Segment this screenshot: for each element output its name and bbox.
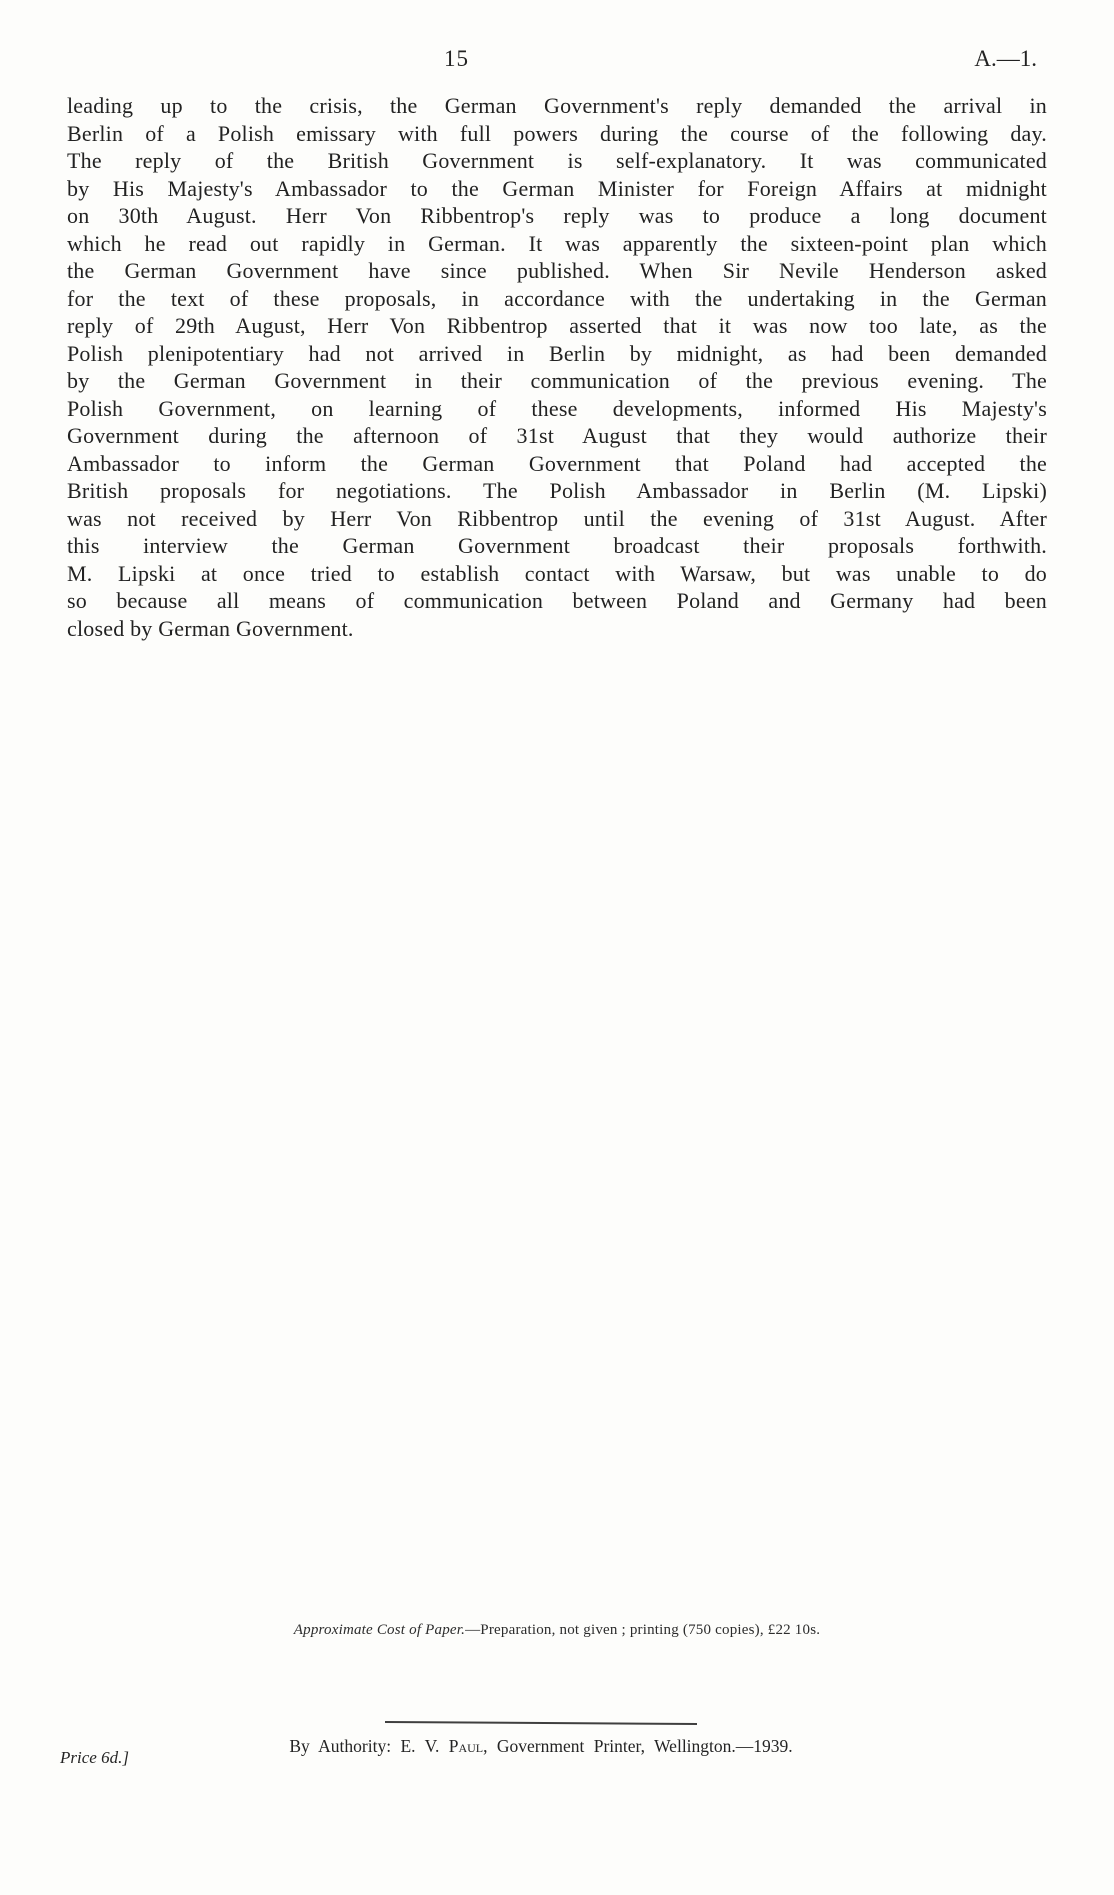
price-note: Price 6d.] (60, 1748, 129, 1767)
authority-prefix: By Authority: (289, 1736, 401, 1756)
paragraph-line: M. Lipski at once tried to establish contact with Warsaw, but was unable to do (67, 560, 1047, 586)
paragraph-line: on 30th August. Herr Von Ribbentrop's reply was to produce a long document (67, 203, 1047, 228)
cost-note-lead: Approximate Cost of Paper. (293, 1622, 466, 1638)
printer-name: E. V. Paul (400, 1736, 484, 1756)
paragraph-line: Polish plenipotentiary had not arrived in Berlin by midnight, as had been demanded (67, 340, 1047, 366)
paragraph-line: for the text of these proposals, in accordance with the undertaking in the German (67, 285, 1047, 311)
paragraph-line: reply of 29th August, Herr Von Ribbentrop asserted that it was now too late, as the (67, 313, 1047, 338)
page-number: 15 (444, 46, 469, 71)
footer-divider (385, 1721, 697, 1725)
paragraph-line: by His Majesty's Ambassador to the German Minister for Foreign Affairs at midnight (67, 175, 1047, 201)
paragraph-line: Government during the afternoon of 31st August that they would authorize their (67, 423, 1047, 448)
paragraph-line: The reply of the British Government is self-explanatory. It was communicated (67, 148, 1047, 173)
paragraph-line: this interview the German Government broadcast their proposals forthwith. (67, 533, 1047, 558)
cost-note-rest: —Preparation, not given ; printing (750 copies), £22 10s. (465, 1622, 821, 1638)
paragraph-line: so because all means of communication between Poland and Germany had been (67, 588, 1047, 613)
doc-ref: A.—1. (974, 46, 1037, 71)
paragraph-line: Ambassador to inform the German Government that Poland had accepted the (67, 450, 1047, 476)
body-paragraph (67, 92, 1047, 642)
paragraph-line: was not received by Herr Von Ribbentrop until the evening of 31st August. After (67, 505, 1047, 531)
paragraph-line: which he read out rapidly in German. It was apparently the sixteen-point plan which (67, 230, 1047, 256)
paragraph-line: Berlin of a Polish emissary with full powers during the course of the following day. (67, 120, 1047, 146)
paragraph-line: British proposals for negotiations. The Polish Ambassador in Berlin (M. Lipski) (67, 478, 1047, 503)
paragraph-line: leading up to the crisis, the German Government's reply demanded the arrival in (67, 93, 1047, 118)
paragraph-line: by the German Government in their communication of the previous evening. The (67, 368, 1047, 393)
paragraph-line: closed by German Government. (67, 615, 354, 641)
authority-line (16, 1736, 1066, 1757)
paragraph-line: Polish Government, on learning of these developments, informed His Majesty's (67, 395, 1047, 421)
authority-rest: , Government Printer, Wellington.—1939. (483, 1736, 793, 1756)
cost-note (67, 1622, 1047, 1639)
paragraph-line: the German Government have since published. When Sir Nevile Henderson asked (67, 258, 1047, 283)
